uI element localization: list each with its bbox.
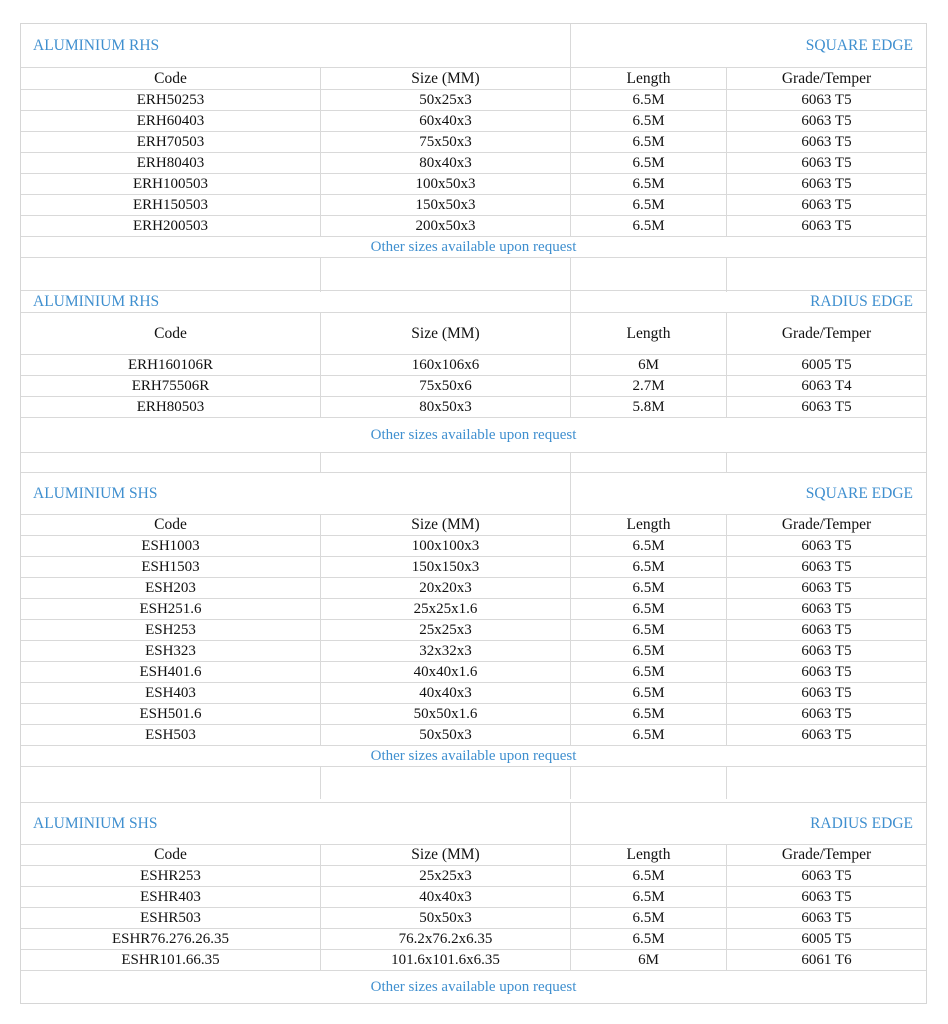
size-cell: 40x40x3 [320, 887, 570, 907]
empty-cell [570, 453, 726, 472]
section-title-row [21, 472, 926, 514]
section-title-row [21, 802, 926, 844]
empty-cell [726, 767, 926, 799]
grade-cell: 6063 T5 [726, 397, 926, 417]
length-header: Length [570, 845, 726, 865]
section-title: ALUMINIUM RHS [33, 292, 160, 310]
grade-cell: 6063 T5 [726, 132, 926, 152]
size-cell: 75x50x6 [320, 376, 570, 396]
section-title-row [21, 24, 926, 67]
empty-cell [726, 258, 926, 292]
length-cell: 6.5M [570, 111, 726, 131]
grade-header: Grade/Temper [726, 845, 926, 865]
length-cell: 6.5M [570, 153, 726, 173]
length-cell: 5.8M [570, 397, 726, 417]
grade-cell: 6005 T5 [726, 355, 926, 375]
grade-cell: 6061 T6 [726, 950, 926, 970]
table-row [21, 907, 926, 928]
size-cell: 76.2x76.2x6.35 [320, 929, 570, 949]
availability-note-row [21, 745, 926, 766]
size-cell: 150x150x3 [320, 557, 570, 577]
table-row [21, 865, 926, 886]
size-header: Size (MM) [320, 515, 570, 535]
table-row [21, 194, 926, 215]
length-cell: 6.5M [570, 683, 726, 703]
table-row [21, 535, 926, 556]
section-title: ALUMINIUM SHS [33, 484, 158, 502]
code-header: Code [154, 516, 187, 534]
code-cell: ESH503 [145, 726, 196, 743]
column-header-row [21, 312, 926, 354]
table-row [21, 598, 926, 619]
code-cell: ERH75506R [131, 377, 210, 394]
empty-cell [570, 258, 726, 292]
code-cell: ERH80403 [136, 154, 205, 171]
grade-cell: 6063 T4 [726, 376, 926, 396]
table-row [21, 682, 926, 703]
code-cell: ESH323 [145, 642, 196, 659]
availability-note: Other sizes available upon request [370, 238, 577, 255]
length-cell: 6.5M [570, 536, 726, 556]
empty-cell [21, 453, 320, 472]
grade-cell: 6063 T5 [726, 662, 926, 682]
code-cell: ESH253 [145, 621, 196, 638]
length-cell: 6.5M [570, 866, 726, 886]
spacer-row [21, 257, 926, 292]
empty-cell [726, 453, 926, 472]
column-header-row [21, 514, 926, 535]
table-row [21, 577, 926, 598]
size-header: Size (MM) [320, 313, 570, 354]
grade-cell: 6063 T5 [726, 704, 926, 724]
size-cell: 75x50x3 [320, 132, 570, 152]
grade-header: Grade/Temper [726, 68, 926, 89]
size-cell: 40x40x3 [320, 683, 570, 703]
code-cell: ERH50253 [136, 91, 205, 108]
code-cell: ESH1003 [141, 537, 200, 554]
table-row [21, 928, 926, 949]
grade-cell: 6005 T5 [726, 929, 926, 949]
table-row [21, 661, 926, 682]
length-cell: 6.5M [570, 662, 726, 682]
code-cell: ESH401.6 [139, 663, 202, 680]
size-cell: 160x106x6 [320, 355, 570, 375]
code-header: Code [154, 846, 187, 864]
empty-cell [320, 767, 570, 799]
code-cell: ERH160106R [127, 356, 213, 373]
grade-header: Grade/Temper [726, 313, 926, 354]
grade-header: Grade/Temper [726, 515, 926, 535]
length-header: Length [570, 313, 726, 354]
grade-cell: 6063 T5 [726, 557, 926, 577]
size-cell: 80x50x3 [320, 397, 570, 417]
grade-cell: 6063 T5 [726, 641, 926, 661]
availability-note-row [21, 417, 926, 452]
table-row [21, 886, 926, 907]
size-cell: 101.6x101.6x6.35 [320, 950, 570, 970]
size-cell: 20x20x3 [320, 578, 570, 598]
grade-cell: 6063 T5 [726, 887, 926, 907]
length-cell: 6.5M [570, 90, 726, 110]
grade-cell: 6063 T5 [726, 725, 926, 745]
code-cell: ESH1503 [141, 558, 200, 575]
code-cell: ESH403 [145, 684, 196, 701]
table-row [21, 949, 926, 970]
product-table [20, 23, 927, 1004]
length-cell: 6.5M [570, 908, 726, 928]
empty-cell [570, 767, 726, 799]
size-cell: 50x25x3 [320, 90, 570, 110]
grade-cell: 6063 T5 [726, 908, 926, 928]
code-cell: ESH203 [145, 579, 196, 596]
size-cell: 200x50x3 [320, 216, 570, 236]
spacer-row [21, 452, 926, 472]
table-row [21, 110, 926, 131]
code-header: Code [154, 69, 187, 87]
length-cell: 6M [570, 355, 726, 375]
length-cell: 6.5M [570, 557, 726, 577]
length-cell: 6.5M [570, 599, 726, 619]
table-row [21, 724, 926, 745]
code-cell: ESH251.6 [139, 600, 202, 617]
section-title: ALUMINIUM SHS [33, 814, 158, 832]
size-header: Size (MM) [320, 845, 570, 865]
code-cell: ERH60403 [136, 112, 205, 129]
availability-note: Other sizes available upon request [370, 747, 577, 764]
length-header: Length [570, 515, 726, 535]
length-cell: 6.5M [570, 704, 726, 724]
table-row [21, 619, 926, 640]
grade-cell: 6063 T5 [726, 536, 926, 556]
table-row [21, 131, 926, 152]
table-row [21, 556, 926, 577]
empty-cell [21, 767, 320, 799]
size-header: Size (MM) [320, 68, 570, 89]
length-cell: 6.5M [570, 195, 726, 215]
length-header: Length [570, 68, 726, 89]
grade-cell: 6063 T5 [726, 111, 926, 131]
column-header-row [21, 67, 926, 89]
section-title: ALUMINIUM RHS [33, 36, 160, 54]
length-cell: 6.5M [570, 578, 726, 598]
grade-cell: 6063 T5 [726, 216, 926, 236]
size-cell: 80x40x3 [320, 153, 570, 173]
size-cell: 60x40x3 [320, 111, 570, 131]
code-cell: ESHR503 [140, 909, 201, 926]
length-cell: 6.5M [570, 887, 726, 907]
grade-cell: 6063 T5 [726, 195, 926, 215]
grade-cell: 6063 T5 [726, 620, 926, 640]
grade-cell: 6063 T5 [726, 683, 926, 703]
table-row [21, 354, 926, 375]
length-cell: 6.5M [570, 620, 726, 640]
code-cell: ERH70503 [136, 133, 205, 150]
grade-cell: 6063 T5 [726, 153, 926, 173]
code-cell: ESH501.6 [139, 705, 202, 722]
table-row [21, 152, 926, 173]
code-cell: ERH200503 [133, 217, 208, 234]
grade-cell: 6063 T5 [726, 174, 926, 194]
code-header: Code [154, 324, 187, 342]
section-title-row [21, 290, 926, 312]
table-row [21, 396, 926, 417]
table-row [21, 89, 926, 110]
availability-note: Other sizes available upon request [370, 979, 577, 995]
size-cell: 50x50x3 [320, 725, 570, 745]
section-edge-type: SQUARE EDGE [570, 24, 926, 67]
size-cell: 25x25x3 [320, 620, 570, 640]
size-cell: 32x32x3 [320, 641, 570, 661]
length-cell: 2.7M [570, 376, 726, 396]
code-cell: ESHR253 [140, 867, 201, 884]
grade-cell: 6063 T5 [726, 578, 926, 598]
code-cell: ESHR403 [140, 888, 201, 905]
code-cell: ESHR101.66.35 [121, 951, 220, 968]
size-cell: 25x25x1.6 [320, 599, 570, 619]
code-cell: ERH80503 [136, 398, 205, 415]
length-cell: 6.5M [570, 174, 726, 194]
section-edge-type: RADIUS EDGE [570, 291, 926, 312]
size-cell: 50x50x3 [320, 908, 570, 928]
table-row [21, 173, 926, 194]
availability-note: Other sizes available upon request [370, 426, 577, 443]
empty-cell [320, 453, 570, 472]
code-cell: ERH150503 [133, 196, 208, 213]
table-row [21, 703, 926, 724]
length-cell: 6.5M [570, 216, 726, 236]
empty-cell [320, 258, 570, 292]
length-cell: 6.5M [570, 132, 726, 152]
length-cell: 6M [570, 950, 726, 970]
availability-note-row [21, 236, 926, 257]
grade-cell: 6063 T5 [726, 599, 926, 619]
code-cell: ERH100503 [133, 175, 208, 192]
availability-note-row [21, 970, 926, 1004]
grade-cell: 6063 T5 [726, 866, 926, 886]
table-row [21, 640, 926, 661]
grade-cell: 6063 T5 [726, 90, 926, 110]
size-cell: 100x50x3 [320, 174, 570, 194]
length-cell: 6.5M [570, 929, 726, 949]
table-row [21, 215, 926, 236]
length-cell: 6.5M [570, 725, 726, 745]
length-cell: 6.5M [570, 641, 726, 661]
empty-cell [21, 258, 320, 292]
spacer-row [21, 766, 926, 799]
section-edge-type: SQUARE EDGE [570, 473, 926, 514]
size-cell: 40x40x1.6 [320, 662, 570, 682]
size-cell: 25x25x3 [320, 866, 570, 886]
size-cell: 50x50x1.6 [320, 704, 570, 724]
size-cell: 150x50x3 [320, 195, 570, 215]
table-row [21, 375, 926, 396]
size-cell: 100x100x3 [320, 536, 570, 556]
section-edge-type: RADIUS EDGE [570, 803, 926, 844]
code-cell: ESHR76.276.26.35 [111, 930, 230, 947]
column-header-row [21, 844, 926, 865]
